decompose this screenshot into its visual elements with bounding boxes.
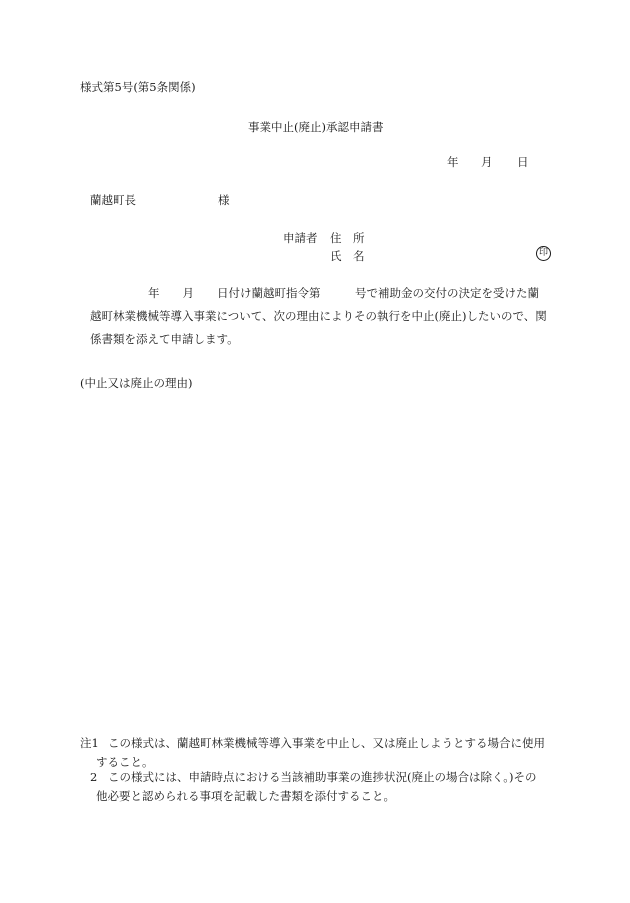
reason-heading: (中止又は廃止の理由) [80,376,193,390]
note-2-marker: 2 [90,770,98,784]
form-number: 様式第5号(第5条関係) [80,80,196,94]
date-month-label: 月 [481,155,493,169]
body-line: 越町林業機械等導入事業について、次の理由によりその執行を中止(廃止)したいので、関 [90,309,547,323]
date-day-label: 日 [517,155,529,169]
note-1-line: この様式は、蘭越町林業機械等導入事業を中止し、又は廃止しようとする場合に使用 [108,736,545,750]
name-label: 氏 名 [330,249,365,263]
note-2-line: この様式には、申請時点における当該補助事業の進捗状況(廃止の場合は除く。)その [108,770,537,784]
applicant-label: 申請者 [283,231,318,245]
addressee-name: 蘭越町長 [90,193,136,207]
addressee-honorific: 様 [218,193,230,207]
request-body [80,282,552,351]
body-line: 年 月 日付け蘭越町指令第 号で補助金の交付の決定を受けた蘭 [148,286,539,300]
document-title: 事業中止(廃止)承認申請書 [248,120,384,134]
note-2-line: 他必要と認められる事項を記載した書類を添付すること。 [96,789,395,803]
address-label: 住 所 [330,231,365,245]
seal-mark: 印 [536,246,551,261]
body-line: 係書類を添えて申請します。 [90,332,239,346]
reason-area [80,400,552,720]
note-1-line: すること。 [96,755,154,769]
note-1-marker: 注1 [80,736,99,750]
date-year-label: 年 [447,155,459,169]
